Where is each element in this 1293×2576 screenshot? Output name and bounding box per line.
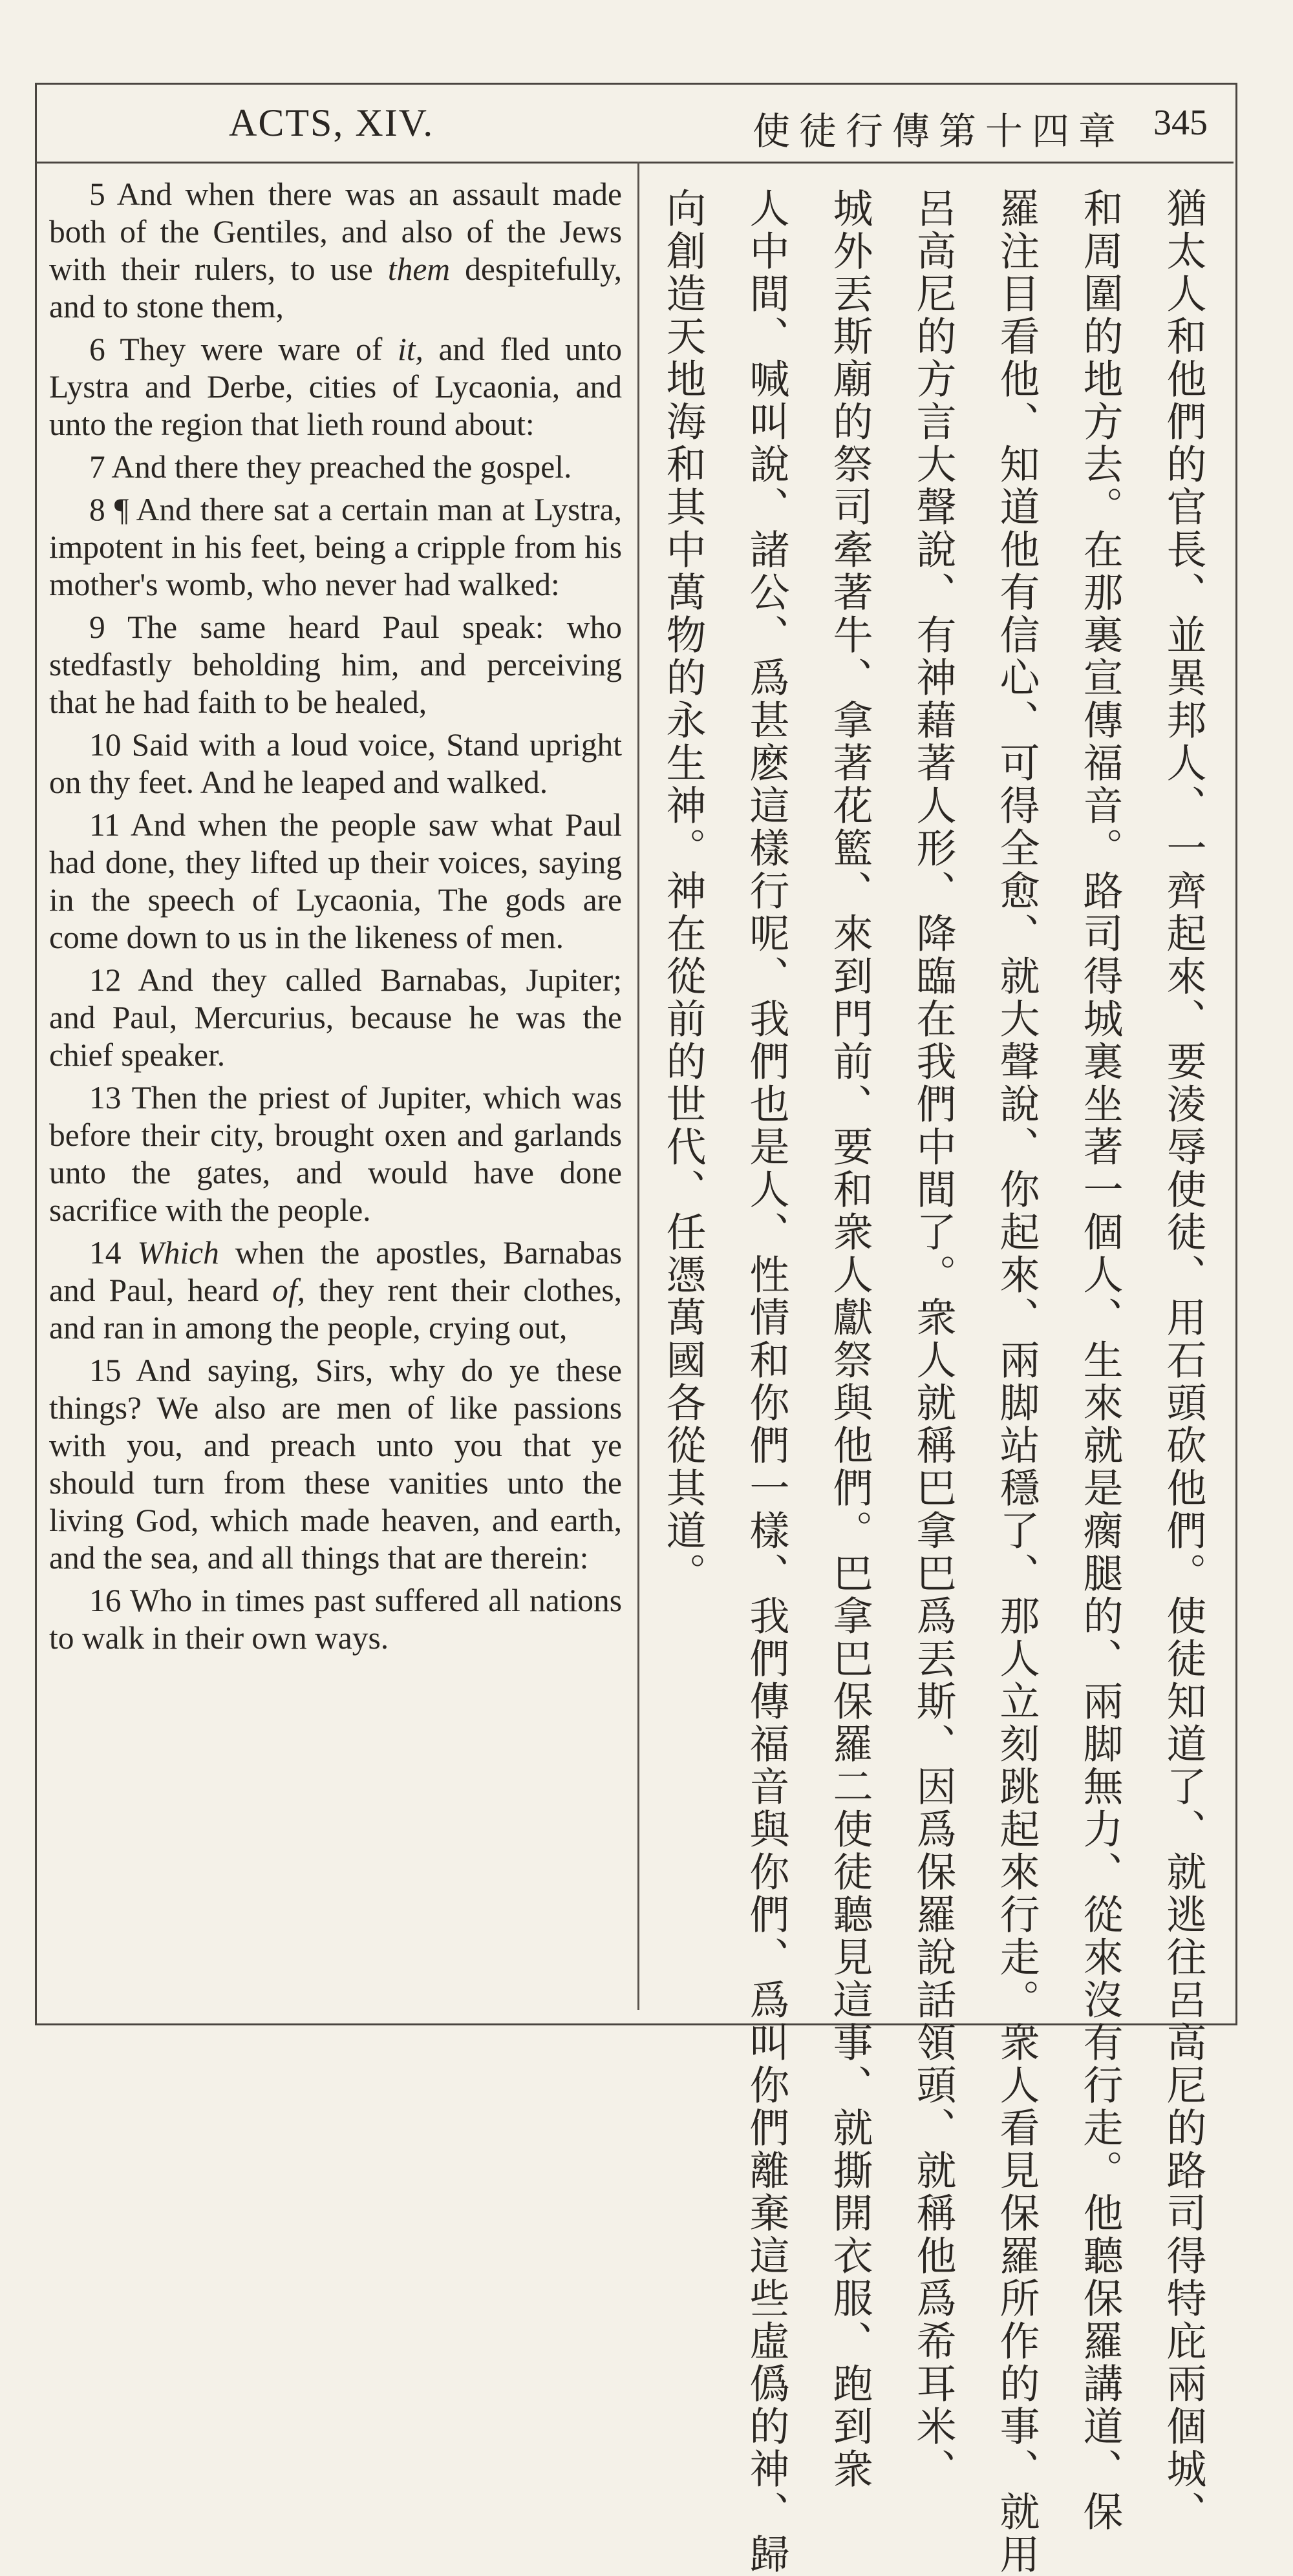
chinese-text-column bbox=[646, 187, 1222, 2576]
page-number: 345 bbox=[1153, 103, 1208, 143]
verse-6: 6 They were ware of it, and fled unto Lystra and Derbe, cities of Lycaonia, and unto the region that lieth round about: bbox=[49, 332, 623, 442]
verse-11: 11 And when the people saw what Paul had done, they lifted up their voices, saying in the speech of Lycaonia, The gods are come down to us in the likeness of men. bbox=[49, 807, 622, 955]
chinese-line-3: 羅注目看他、知道他有信心、可得全愈、就大聲說、你起來、兩脚站穩了、那人立刻跳起來行走。衆人看見保羅所作的事、就用 bbox=[993, 187, 1040, 2576]
chinese-line-2: 和周圍的地方去。在那裏宣傳福音。路司得城裏坐著一個人、生來就是瘸腿的、兩脚無力、從來沒有行走。他聽保羅講道、保 bbox=[1076, 187, 1124, 2533]
chinese-line-6: 人中間、喊叫說、諸公、爲甚麽這樣行呢、我們也是人、性情和你們一樣、我們傳福音與你們、爲叫你們離棄這些虛僞的神、歸 bbox=[743, 187, 790, 2576]
running-header bbox=[35, 83, 1234, 164]
verse-7: 7 And there they preached the gospel. bbox=[89, 449, 572, 485]
verse-8: 8 ¶ And there sat a certain man at Lystra, impotent in his feet, being a cripple from his mother's womb, who never had walked: bbox=[49, 492, 622, 602]
verse-9: 9 The same heard Paul speak: who stedfastly beholding him, and perceiving that he had faith to be healed, bbox=[49, 609, 622, 720]
verse-14: 14 Which when the apostles, Barnabas and Paul, heard of, they rent their clothes, and ran in among the people, crying out, bbox=[49, 1235, 623, 1346]
chinese-chapter-title: 使徒行傳第十四章 bbox=[753, 109, 1126, 153]
column-divider bbox=[637, 162, 639, 2010]
verse-15: 15 And saying, Sirs, why do ye these things? We also are men of like passions with you, and preach unto you that ye should turn from these vanities unto the living God, which made heaven, and earth, and the sea, and all things that are therein: bbox=[49, 1353, 622, 1576]
english-text-column bbox=[49, 176, 622, 1662]
verse-12: 12 And they called Barnabas, Jupiter; and Paul, Mercurius, because he was the chief speaker. bbox=[49, 962, 622, 1073]
verse-5: 5 And when there was an assault made both of the Gentiles, and also of the Jews with their rulers, to use them despitefully, and to stone them, bbox=[49, 176, 623, 324]
chinese-line-5: 城外丟斯廟的祭司牽著牛、拿著花籃、來到門前、要和衆人獻祭與他們。巴拿巴保羅二使徒聽見這事、就撕開衣服、跑到衆 bbox=[826, 187, 873, 2491]
verse-13: 13 Then the priest of Jupiter, which was before their city, brought oxen and garlands unto the gates, and would have done sacrifice with the people. bbox=[49, 1080, 622, 1228]
verse-10: 10 Said with a loud voice, Stand upright on thy feet. And he leaped and walked. bbox=[49, 727, 622, 800]
verse-16: 16 Who in times past suffered all nations to walk in their own ways. bbox=[49, 1583, 622, 1656]
chinese-line-4: 呂高尼的方言大聲說、有神藉著人形、降臨在我們中間了。衆人就稱巴拿巴爲丟斯、因爲保羅說話領頭、就稱他爲希耳米、 bbox=[910, 187, 957, 2491]
chinese-line-1: 猶太人和他們的官長、並異邦人、一齊起來、要淩辱使徒、用石頭砍他們。使徒知道了、就逃往呂高尼的路司得特庇兩個城、 bbox=[1160, 187, 1207, 2533]
chinese-line-7: 向創造天地海和其中萬物的永生神。神在從前的世代、任憑萬國各從其道。 bbox=[659, 187, 707, 1595]
book-chapter-title: ACTS, XIV. bbox=[229, 101, 434, 144]
